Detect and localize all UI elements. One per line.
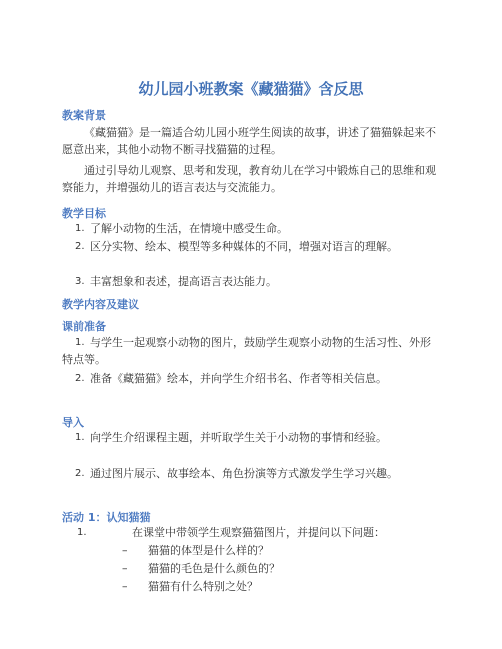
background-paragraph-1: 《藏猫猫》是一篇适合幼儿园小班学生阅读的故事，讲述了猫猫躲起来不愿意出来，其他小动物不断寻找猫猫的过程。 bbox=[62, 126, 436, 156]
activity-subitem-2 bbox=[122, 560, 280, 577]
heading-prep: 课前准备 bbox=[62, 320, 106, 333]
prep-item-1 bbox=[62, 334, 440, 368]
activity-number: 1. bbox=[77, 527, 87, 538]
goal-text: 了解小动物的生活，在情境中感受生命。 bbox=[90, 222, 288, 235]
prep-number: 1. bbox=[75, 337, 85, 348]
goal-item-3 bbox=[75, 273, 440, 290]
heading-activity-1: 活动 1：认知猫猫 bbox=[62, 511, 151, 524]
subitem-text: 猫猫的体型是什么样的？ bbox=[148, 544, 269, 557]
intro-item-1 bbox=[75, 429, 440, 446]
subitem-text: 猫猫有什么特别之处？ bbox=[148, 580, 258, 593]
heading-goals: 教学目标 bbox=[62, 207, 106, 220]
activity-text: 在课堂中带领学生观察猫猫图片，并提问以下问题： bbox=[132, 526, 385, 539]
goal-text: 区分实物、绘本、模型等多种媒体的不同，增强对语言的理解。 bbox=[90, 240, 398, 253]
intro-text: 向学生介绍课程主题，并听取学生关于小动物的事情和经验。 bbox=[90, 431, 387, 444]
dash-bullet: – bbox=[122, 580, 128, 593]
activity-subitem-3 bbox=[122, 578, 258, 595]
goal-number: 2. bbox=[75, 241, 85, 252]
prep-number: 2. bbox=[75, 373, 85, 384]
goal-number: 1. bbox=[75, 223, 85, 234]
prep-text: 与学生一起观察小动物的图片，鼓励学生观察小动物的生活习性、外形特点等。 bbox=[62, 336, 431, 366]
goal-number: 3. bbox=[75, 276, 85, 287]
prep-item-2 bbox=[75, 370, 440, 387]
intro-text: 通过图片展示、故事绘本、角色扮演等方式激发学生学习兴趣。 bbox=[90, 467, 398, 480]
heading-background: 教案背景 bbox=[62, 109, 106, 122]
heading-content: 教学内容及建议 bbox=[62, 298, 139, 311]
subitem-text: 猫猫的毛色是什么颜色的？ bbox=[148, 562, 280, 575]
goal-item-2 bbox=[75, 238, 440, 255]
goal-text: 丰富想象和表述，提高语言表达能力。 bbox=[90, 275, 277, 288]
heading-intro: 导入 bbox=[62, 416, 84, 429]
intro-item-2 bbox=[75, 465, 440, 482]
activity-item-1 bbox=[77, 524, 412, 541]
page-title: 幼儿园小班教案《藏猫猫》含反思 bbox=[138, 80, 364, 98]
prep-text: 准备《藏猫猫》绘本，并向学生介绍书名、作者等相关信息。 bbox=[90, 372, 387, 385]
activity-subitem-1 bbox=[122, 542, 269, 559]
intro-number: 1. bbox=[75, 432, 85, 443]
dash-bullet: – bbox=[122, 562, 128, 575]
intro-number: 2. bbox=[75, 468, 85, 479]
goal-item-1 bbox=[75, 220, 440, 237]
dash-bullet: – bbox=[122, 544, 128, 557]
background-paragraph-2: 通过引导幼儿观察、思考和发现，教育幼儿在学习中锻炼自己的思维和观察能力，并增强幼儿的语言表达与交流能力。 bbox=[62, 164, 436, 194]
